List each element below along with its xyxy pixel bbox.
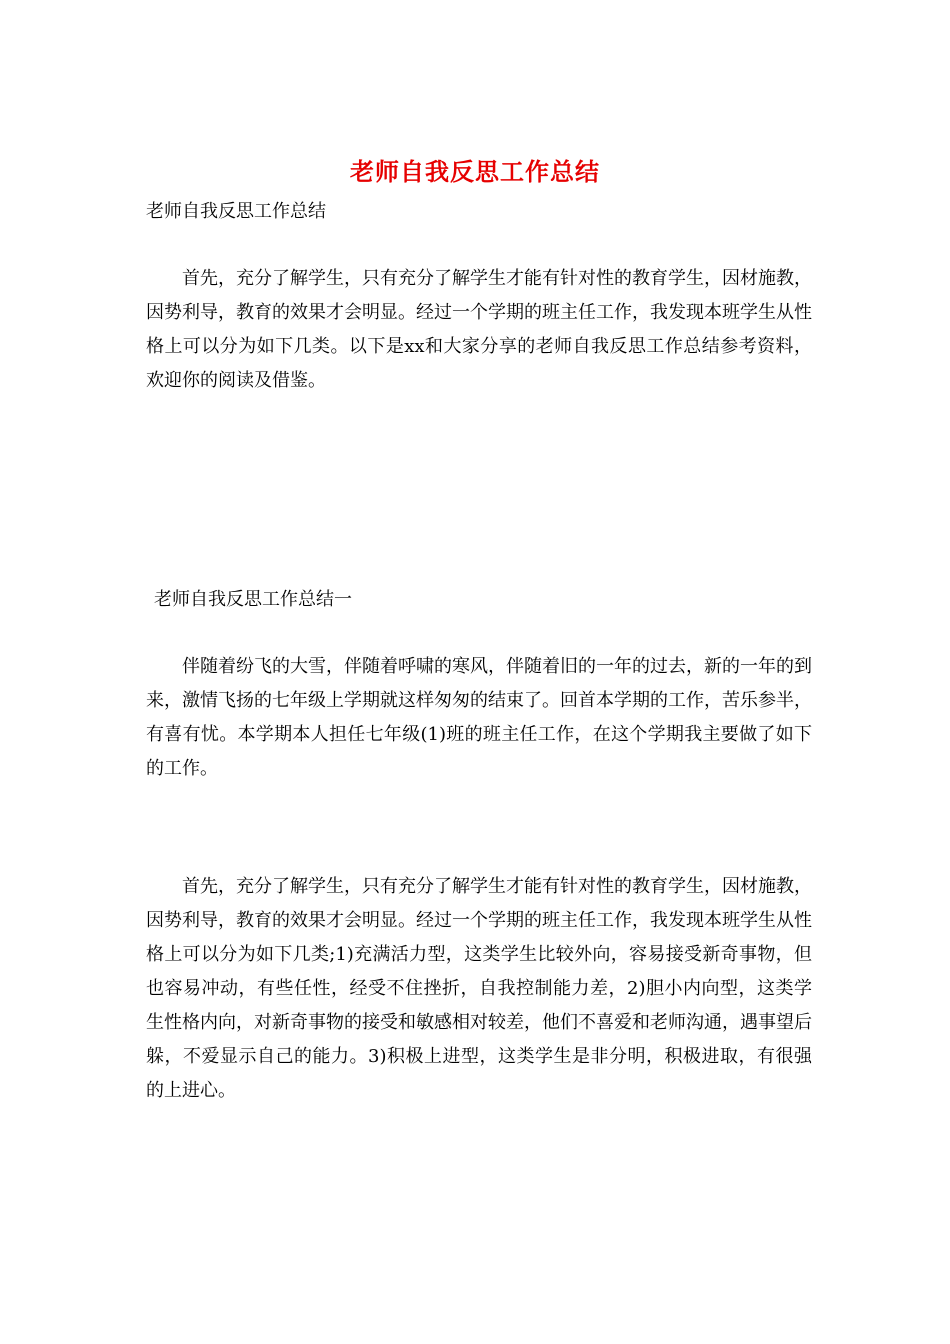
document-subtitle: 老师自我反思工作总结 [146, 201, 326, 222]
body-paragraph-2: 首先，充分了解学生，只有充分了解学生才能有针对性的教育学生，因材施教，因势利导，教育的效果才会明显。经过一个学期的班主任工作，我发现本班学生从性格上可以分为如下几类;1)充满活力型，这类学生比较外向，容易接受新奇事物，但也容易冲动，有些任性，经受不住挫折，自我控制能力差，2)胆小内向型，这类学生性格内向，对新奇事物的接受和敏感相对较差，他们不喜爱和老师沟通，遇事望后躲，不爱显示自己的能力。3)积极上进型，这类学生是非分明，积极进取，有很强的上进心。 [146, 876, 812, 1101]
intro-paragraph: 首先，充分了解学生，只有充分了解学生才能有针对性的教育学生，因材施教，因势利导，教育的效果才会明显。经过一个学期的班主任工作，我发现本班学生从性格上可以分为如下几类。以下是xx和大家分享的老师自我反思工作总结参考资料，欢迎你的阅读及借鉴。 [146, 268, 812, 391]
body-paragraph-1: 伴随着纷飞的大雪，伴随着呼啸的寒风，伴随着旧的一年的过去，新的一年的到来，激情飞扬的七年级上学期就这样匆匆的结束了。回首本学期的工作，苦乐参半，有喜有忧。本学期本人担任七年级(1)班的班主任工作，在这个学期我主要做了如下的工作。 [146, 656, 812, 779]
document-title: 老师自我反思工作总结 [350, 157, 600, 186]
section-heading: 老师自我反思工作总结一 [154, 589, 352, 610]
